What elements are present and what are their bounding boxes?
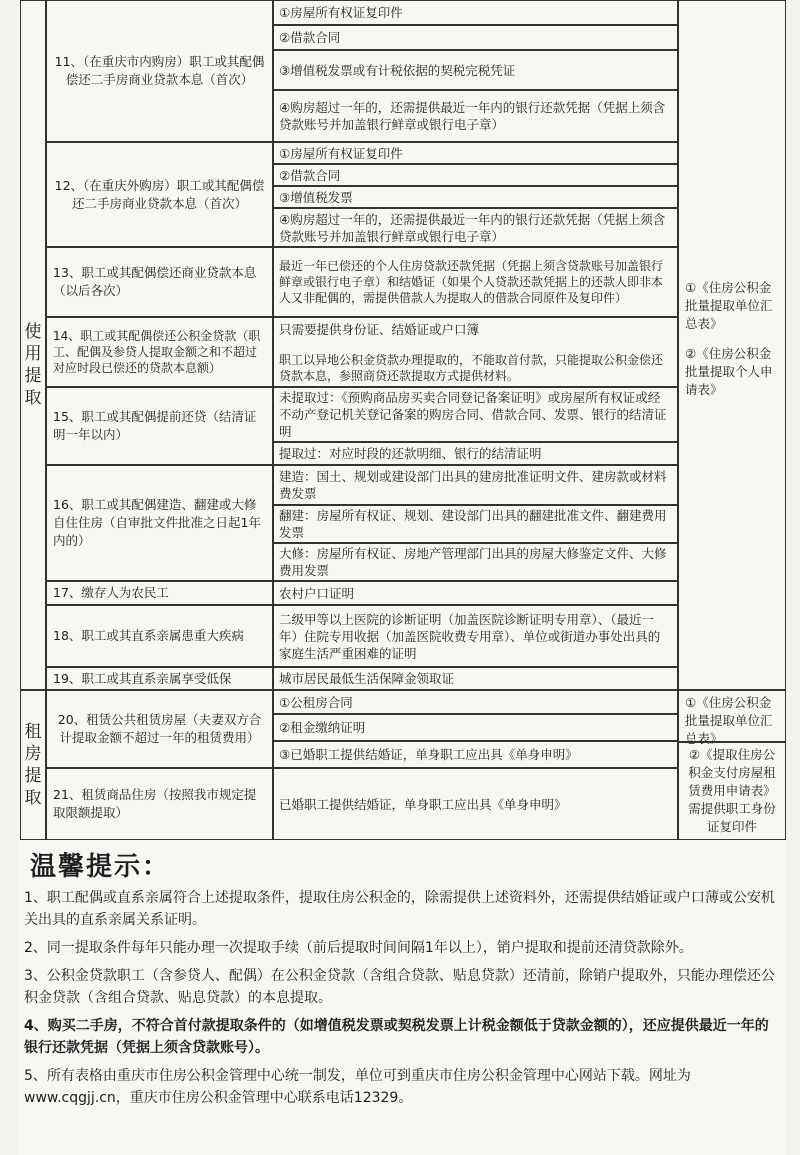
material-12-4: ④购房超过一年的，还需提供最近一年内的银行还款凭据（凭据上须含贷款账号并加盖银行鲜章或银行电子章） [273,208,678,247]
item-15: 15、职工或其配偶提前还贷（结清证明一年以内） [46,387,273,465]
item-13: 13、职工或其配偶偿还商业贷款本息（以后各次） [46,247,273,317]
tip-4: 4、购买二手房，不符合首付款提取条件的（如增值税发票或契税发票上计税金额低于贷款金额的），还应提供最近一年的银行还款凭据（凭据上须含贷款账号）。 [24,1018,769,1056]
item-17: 17、缴存人为农民工 [46,581,273,605]
document-sheet [18,0,786,1155]
material-15-1: 未提取过：《预购商品房买卖合同登记备案证明》或房屋所有权证或经不动产登记机关登记备案的购房合同、借款合同、发票、银行的结清证明 [273,387,678,442]
material-11-3: ③增值税发票或有计税依据的契税完税凭证 [273,50,678,90]
material-13: 最近一年已偿还的个人住房贷款还款凭据（凭据上须含贷款账号加盖银行鲜章或银行电子章）和结婚证（如果个人贷款还款凭据上的还款人即非本人又非配偶的，需提供借款人为提取人的借款合同原件及复印件） [273,247,678,317]
tip-2: 2、同一提取条件每年只能办理一次提取手续（前后提取时间间隔1年以上），销户提取和提前还清贷款除外。 [24,940,693,956]
material-11-4: ④购房超过一年的，还需提供最近一年内的银行还款凭据（凭据上须含贷款账号并加盖银行鲜章或银行电子章） [273,90,678,142]
material-15-2: 提取过：对应时段的还款明细、银行的结清证明 [273,442,678,465]
material-16-2: 翻建：房屋所有权证、规划、建设部门出具的翻建批准文件、翻建费用发票 [273,505,678,543]
category-rent-cell [20,690,46,840]
tip-3: 3、公积金贷款职工（含参贷人、配偶）在公积金贷款（含组合贷款、贴息贷款）还清前，除销户提取外，只能办理偿还公积金贷款（含组合贷款、贴息贷款）的本息提取。 [24,968,775,1006]
material-12-2: ②借款合同 [273,164,678,186]
material-20-3: ③已婚职工提供结婚证，单身职工应出具《单身申明》 [273,741,678,768]
material-14: 只需要提供身份证、结婚证或户口簿 职工以异地公积金贷款办理提取的，不能取首付款，只能提取公积金偿还贷款本息，参照商贷还款提取方式提供材料。 [273,317,678,387]
forms-rent-cell-1 [678,690,786,746]
material-16-3: 大修：房屋所有权证、房地产管理部门出具的房屋大修鉴定文件、大修费用发票 [273,543,678,581]
category-use-cell [20,0,46,690]
forms-use-cell [678,0,786,690]
forms-rent-cell-2 [678,742,786,840]
material-16-1: 建造：国土、规划或建设部门出具的建房批准证明文件、建房款或材料费发票 [273,465,678,505]
item-21: 21、租赁商品住房（按照我市规定提取限额提取） [46,768,273,840]
form-use-2: ②《住房公积金批量提取个人申请表》 [685,346,773,397]
item-16: 16、职工或其配偶建造、翻建或大修自住住房（自审批文件批准之日起1年内的） [46,465,273,581]
category-use-label: 使用提取 [24,322,42,408]
tip-1: 1、职工配偶或直系亲属符合上述提取条件，提取住房公积金的，除需提供上述资料外，还需提供结婚证或户口薄或公安机关出具的直系亲属关系证明。 [24,890,775,928]
item-11: 11、（在重庆市内购房）职工或其配偶偿还二手房商业贷款本息（首次） [46,0,273,142]
forms-use-content [679,276,785,402]
category-rent-label: 租房提取 [24,722,42,808]
tips-section [24,846,780,1109]
material-12-3: ③增值税发票 [273,186,678,208]
material-11-1: ①房屋所有权证复印件 [273,0,678,25]
item-14: 14、职工或其配偶偿还公积金贷款（职工、配偶及参贷人提取金额之和不超过对应时段已偿还的贷款本息额） [46,317,273,387]
material-18: 二级甲等以上医院的诊断证明（加盖医院诊断证明专用章）、（最近一年）住院专用收据（加盖医院收费专用章）、单位或街道办事处出具的家庭生活严重困难的证明 [273,605,678,667]
material-11-2: ②借款合同 [273,25,678,50]
item-12: 12、（在重庆外购房）职工或其配偶偿还二手房商业贷款本息（首次） [46,142,273,247]
material-12-1: ①房屋所有权证复印件 [273,142,678,164]
material-20-2: ②租金缴纳证明 [273,714,678,741]
material-21: 已婚职工提供结婚证，单身职工应出具《单身申明》 [273,768,678,840]
tips-title: 温馨提示： [30,852,171,882]
form-rent-2: ②《提取住房公积金支付房屋租赁费用申请表》需提供职工身份证复印件 [688,747,776,834]
material-20-1: ①公租房合同 [273,690,678,714]
form-use-1: ①《住房公积金批量提取单位汇总表》 [685,280,773,331]
form-rent-1: ①《住房公积金批量提取单位汇总表》 [685,695,773,746]
item-20: 20、租赁公共租赁房屋（夫妻双方合计提取金额不超过一年的租赁费用） [46,690,273,768]
tip-5: 5、所有表格由重庆市住房公积金管理中心统一制发，单位可到重庆市住房公积金管理中心网站下载。网址为www.cqgjj.cn，重庆市住房公积金管理中心联系电话12329。 [24,1068,691,1106]
item-18: 18、职工或其直系亲属患重大疾病 [46,605,273,667]
material-19: 城市居民最低生活保障金领取证 [273,667,678,690]
item-19: 19、职工或其直系亲属享受低保 [46,667,273,690]
material-17: 农村户口证明 [273,581,678,605]
